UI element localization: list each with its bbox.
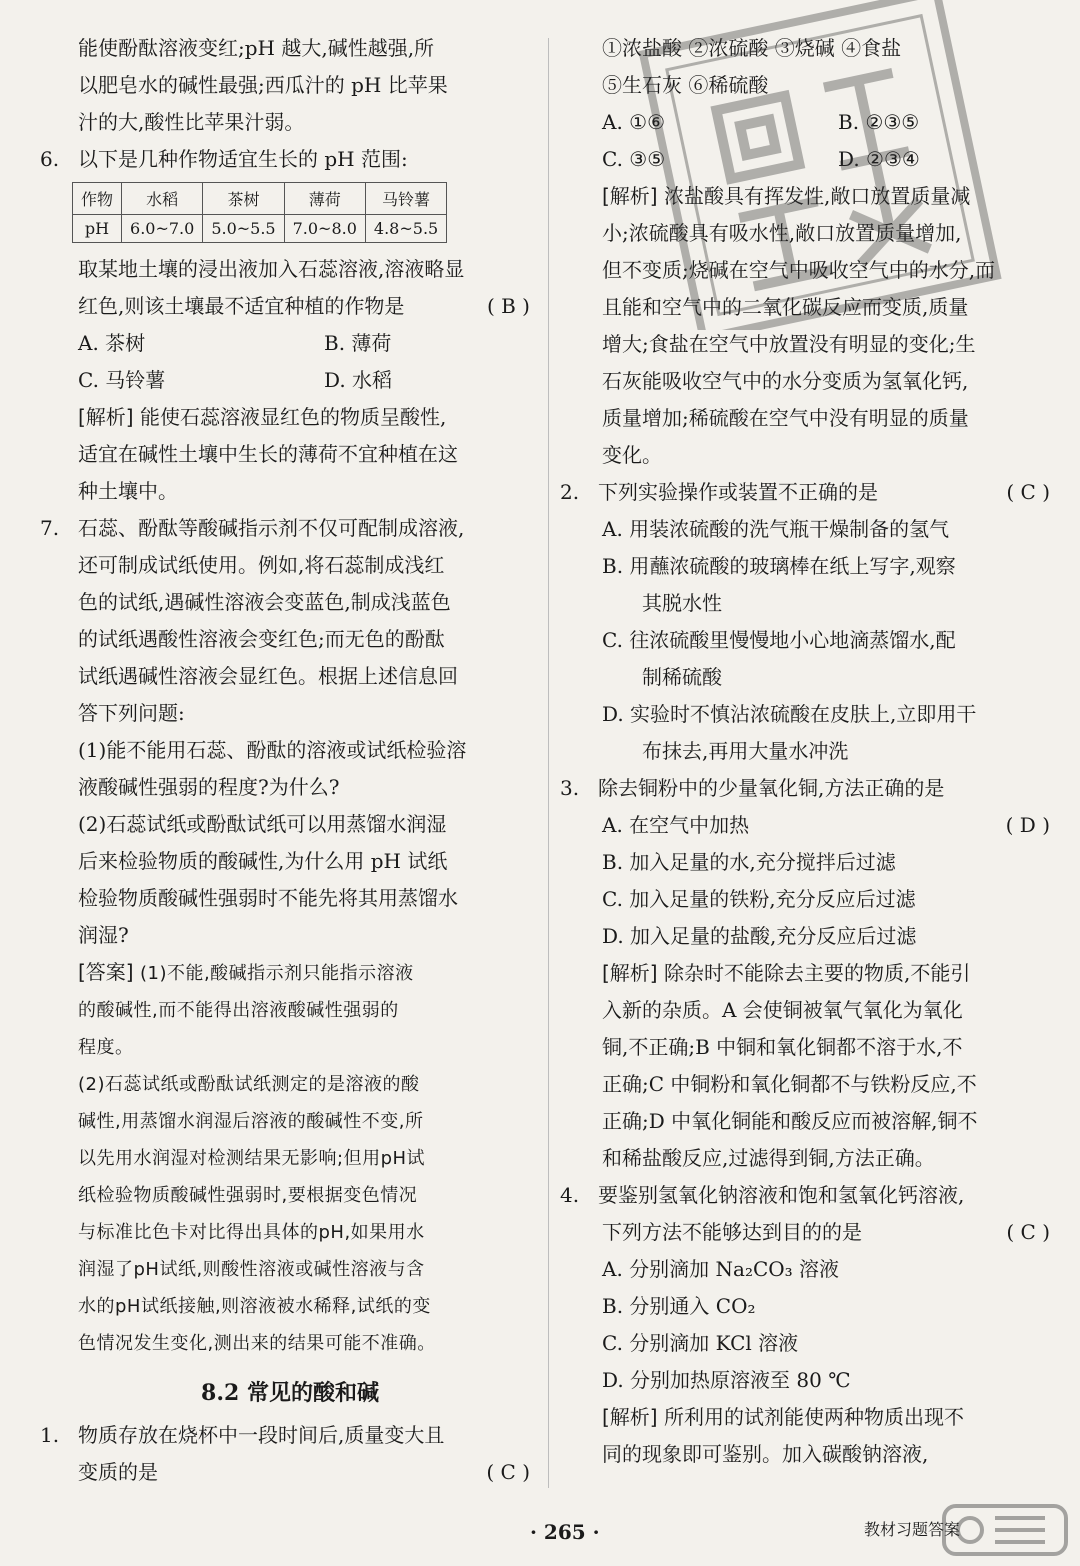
answer-line (40, 954, 540, 992)
answer-line: (2)石蕊试纸或酚酞试纸测定的是溶液的酸 (78, 1074, 420, 1095)
analysis-line: 和稀盐酸反应,过滤得到铜,方法正确。 (602, 1146, 935, 1170)
text-line: 后来检验物质的酸碱性,为什么用 pH 试纸 (78, 849, 448, 873)
text-line: 汁的大,酸性比苹果汁弱。 (78, 110, 305, 134)
analysis-line: 小;浓硫酸具有吸水性,敞口放置质量增加, (602, 221, 962, 245)
option-a: A. ①⑥ (602, 110, 666, 134)
table-cell: 马铃薯 (365, 183, 446, 215)
analysis-line: 正确;C 中铜粉和氧化铜都不与铁粉反应,不 (602, 1072, 977, 1096)
answer-line: 色情况发生变化,测出来的结果可能不准确。 (78, 1333, 436, 1354)
analysis-text: 除杂时不能除去主要的物质,不能引 (663, 961, 971, 985)
table-cell: 4.8~5.5 (365, 215, 446, 243)
option-d-cont: 布抹去,再用大量水冲洗 (642, 739, 849, 763)
options-row (560, 104, 1060, 141)
text-line (40, 1454, 540, 1491)
option-a: A. 在空气中加热 (602, 813, 750, 837)
table-cell: 6.0~7.0 (122, 215, 203, 243)
question-stem: 以下是几种作物适宜生长的 pH 范围: (78, 147, 408, 171)
answer-line: 与标准比色卡对比得出具体的pH,如果用水 (78, 1222, 425, 1243)
analysis-label: [解析] (602, 1405, 658, 1429)
left-column (40, 30, 540, 1491)
question-stem: 除去铜粉中的少量氧化铜,方法正确的是 (598, 776, 945, 800)
option-a: A. 分别滴加 Na₂CO₃ 溶液 (602, 1257, 840, 1281)
text-line: 以肥皂水的碱性最强;西瓜汁的 pH 比苹果 (78, 73, 448, 97)
text-line: 的试纸遇酸性溶液会变红色;而无色的酚酞 (78, 627, 445, 651)
answer-text: (1)不能,酸碱指示剂只能指示溶液 (139, 963, 414, 984)
analysis-line: 且能和空气中的二氧化碳反应而变质,质量 (602, 295, 969, 319)
option-a: A. 用装浓硫酸的洗气瓶干燥制备的氢气 (602, 517, 950, 541)
text-line: 润湿? (78, 923, 129, 947)
table-cell: 作物 (73, 183, 122, 215)
question-2 (560, 474, 1060, 511)
answer-mark: ( C ) (486, 1460, 530, 1484)
question-stem: 要鉴别氢氧化钠溶液和饱和氢氧化钙溶液, (598, 1183, 965, 1207)
page-number: · 265 · (530, 1520, 600, 1544)
text-line (560, 1214, 1060, 1251)
analysis-line: 但不变质;烧碱在空气中吸收空气中的水分,而 (602, 258, 996, 282)
text-line: 色的试纸,遇碱性溶液会变蓝色,制成浅蓝色 (78, 590, 451, 614)
analysis-line: 增大;食盐在空气中放置没有明显的变化;生 (602, 332, 976, 356)
text-line (40, 288, 540, 325)
text-line: 取某地土壤的浸出液加入石蕊溶液,溶液略显 (78, 257, 465, 281)
question-3 (560, 770, 1060, 807)
answer-label: [答案] (78, 960, 134, 984)
question-number: 1. (40, 1423, 60, 1447)
option-c: C. 马铃薯 (78, 368, 166, 392)
question-6 (40, 141, 540, 178)
text-line: 还可制成试纸使用。例如,将石蕊制成浅红 (78, 553, 445, 577)
options-line: ①浓盐酸 ②浓硫酸 ③烧碱 ④食盐 (602, 36, 902, 60)
option-c: C. 分别滴加 KCl 溶液 (602, 1331, 799, 1355)
options-row (40, 325, 540, 362)
question-7 (40, 510, 540, 547)
question-stem: 石蕊、酚酞等酸碱指示剂不仅可配制成溶液, (78, 516, 465, 540)
text-line: (2)石蕊试纸或酚酞试纸可以用蒸馏水润湿 (78, 812, 447, 836)
table-cell: 7.0~8.0 (284, 215, 365, 243)
table-cell: 薄荷 (284, 183, 365, 215)
analysis-line: 正确;D 中氧化铜能和酸反应而被溶解,铜不 (602, 1109, 978, 1133)
question-stem: 下列实验操作或装置不正确的是 (598, 480, 878, 504)
question-number: 2. (560, 480, 580, 504)
question-text: 红色,则该土壤最不适宜种植的作物是 (78, 294, 405, 318)
options-line: ⑤生石灰 ⑥稀硫酸 (602, 73, 769, 97)
question-text: 变质的是 (78, 1460, 158, 1484)
answer-mark: ( D ) (1005, 813, 1050, 837)
analysis-text: 能使石蕊溶液显红色的物质呈酸性, (139, 405, 447, 429)
option-b: B. 加入足量的水,充分搅拌后过滤 (602, 850, 896, 874)
text-line: 试纸遇碱性溶液会显红色。根据上述信息回 (78, 664, 458, 688)
table-cell: 茶树 (203, 183, 284, 215)
analysis-line (560, 955, 1060, 992)
text-line: 能使酚酞溶液变红;pH 越大,碱性越强,所 (78, 36, 435, 60)
analysis-line: 适宜在碱性土壤中生长的薄荷不宜种植在这 (78, 442, 458, 466)
table-cell: pH (73, 215, 122, 243)
analysis-line (40, 399, 540, 436)
options-row (560, 141, 1060, 178)
ph-range-table (72, 182, 447, 243)
analysis-label: [解析] (602, 961, 658, 985)
answer-line: 纸检验物质酸碱性强弱时,要根据变色情况 (78, 1185, 418, 1206)
section-title: 8.2 常见的酸和碱 (201, 1380, 379, 1406)
question-stem-wrap (598, 474, 1060, 511)
answer-line: 润湿了pH试纸,则酸性溶液或碱性溶液与含 (78, 1259, 425, 1280)
answer-mark: ( C ) (1006, 1220, 1050, 1244)
text-line: 液酸碱性强弱的程度?为什么? (78, 775, 340, 799)
analysis-line: 石灰能吸收空气中的水分变质为氢氧化钙, (602, 369, 969, 393)
section-question-1 (40, 1417, 540, 1454)
answer-line: 碱性,用蒸馏水润湿后溶液的酸碱性不变,所 (78, 1111, 424, 1132)
analysis-text: 浓盐酸具有挥发性,敞口放置质量减 (663, 184, 971, 208)
option-b: B. 用蘸浓硫酸的玻璃棒在纸上写字,观察 (602, 554, 956, 578)
question-text: 下列方法不能够达到目的的是 (602, 1220, 862, 1244)
option-b: B. ②③⑤ (838, 110, 920, 134)
options-row (40, 362, 540, 399)
option-b: B. 分别通入 CO₂ (602, 1294, 756, 1318)
option-d: D. 水稻 (324, 368, 393, 392)
option-c-cont: 制稀硫酸 (642, 665, 722, 689)
right-column (560, 30, 1060, 1473)
option-a: A. 茶树 (78, 331, 146, 355)
answer-line: 程度。 (78, 1037, 134, 1058)
question-number: 4. (560, 1183, 580, 1207)
option-d: D. ②③④ (838, 147, 920, 171)
analysis-text: 所利用的试剂能使两种物质出现不 (663, 1405, 964, 1429)
option-b: B. 薄荷 (324, 331, 392, 355)
analysis-line (560, 178, 1060, 215)
watermark-logo (940, 1500, 1070, 1560)
question-number: 7. (40, 516, 60, 540)
analysis-line: 种土壤中。 (78, 479, 178, 503)
option-d: D. 分别加热原溶液至 80 ℃ (602, 1368, 851, 1392)
option-d: D. 加入足量的盐酸,充分反应后过滤 (602, 924, 917, 948)
answer-mark: ( C ) (1006, 480, 1050, 504)
table-cell: 水稻 (122, 183, 203, 215)
option-d: D. 实验时不慎沾浓硫酸在皮肤上,立即用干 (602, 702, 977, 726)
question-number: 6. (40, 147, 60, 171)
analysis-line: 质量增加;稀硫酸在空气中没有明显的质量 (602, 406, 969, 430)
answer-line: 的酸碱性,而不能得出溶液酸碱性强弱的 (78, 1000, 399, 1021)
question-stem: 物质存放在烧杯中一段时间后,质量变大且 (78, 1423, 445, 1447)
option-c: C. ③⑤ (602, 147, 666, 171)
text-line: (1)能不能用石蕊、酚酞的溶液或试纸检验溶 (78, 738, 467, 762)
analysis-line: 变化。 (602, 443, 662, 467)
table-row (73, 215, 447, 243)
option-c: C. 往浓硫酸里慢慢地小心地滴蒸馏水,配 (602, 628, 956, 652)
analysis-line (560, 1399, 1060, 1436)
text-line: 检验物质酸碱性强弱时不能先将其用蒸馏水 (78, 886, 458, 910)
footer-text: 教材习题答案 (863, 1520, 960, 1539)
analysis-label: [解析] (602, 184, 658, 208)
question-number: 3. (560, 776, 580, 800)
table-cell: 5.0~5.5 (203, 215, 284, 243)
answer-line: 水的pH试纸接触,则溶液被水稀释,试纸的变 (78, 1296, 431, 1317)
option-c: C. 加入足量的铁粉,充分反应后过滤 (602, 887, 916, 911)
option-b-cont: 其脱水性 (642, 591, 722, 615)
analysis-label: [解析] (78, 405, 134, 429)
answer-line: 以先用水润湿对检测结果无影响;但用pH试 (78, 1148, 426, 1169)
table-header-row (73, 183, 447, 215)
analysis-line: 同的现象即可鉴别。加入碳酸钠溶液, (602, 1442, 929, 1466)
question-4 (560, 1177, 1060, 1214)
analysis-line: 铜,不正确;B 中铜和氧化铜都不溶于水,不 (602, 1035, 963, 1059)
text-line: 答下列问题: (78, 701, 185, 725)
column-divider (548, 38, 549, 1488)
analysis-line: 入新的杂质。A 会使铜被氧气氧化为氧化 (602, 998, 963, 1022)
answer-mark: ( B ) (486, 294, 530, 318)
